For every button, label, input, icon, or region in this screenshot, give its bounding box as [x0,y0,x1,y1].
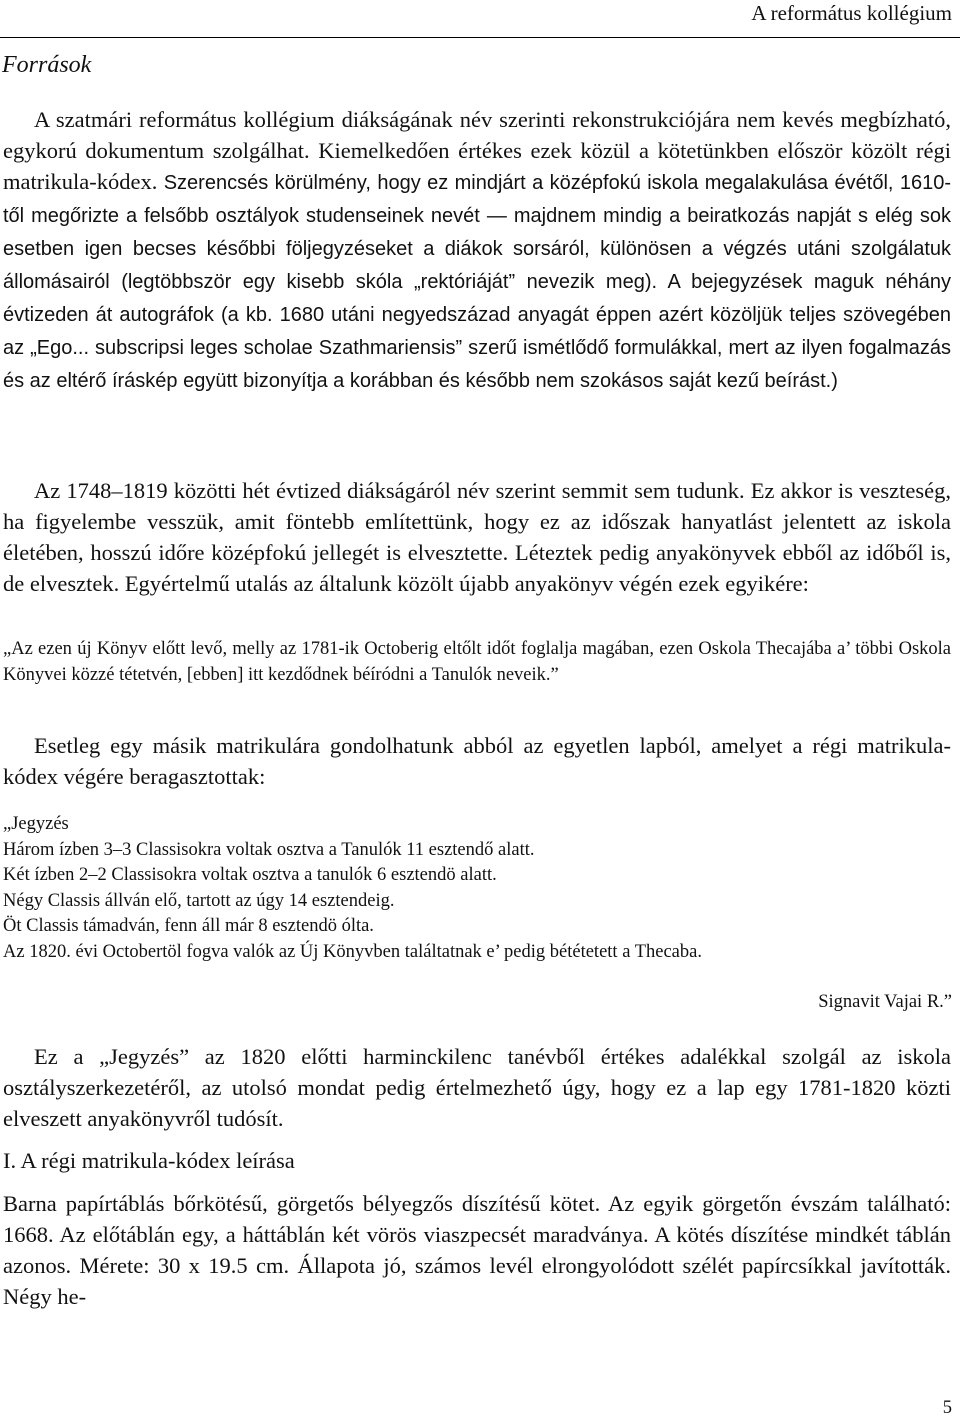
header-rule [0,37,960,38]
subsection-heading: I. A régi matrikula-kódex leírása [3,1148,295,1173]
paragraph-jegyzes-commentary: Ez a „Jegyzés” az 1820 előtti harminckilenc tanévből értékes adalékkal szolgál az iskola osztályszerkezetéről, az utolsó mondat pedig értelmezhető úgy, hogy ez a lap egy 1781-1820 közti elveszett anyakönyvről tudósít. [3,1044,951,1131]
running-title: A református kollégium [751,1,952,25]
jegyzes-line: Két ízben 2–2 Classisokra voltak osztva a tanulók 6 esztendö alatt. [3,865,497,885]
paragraph-intro-serif: A szatmári református kollégium diákságának név szerinti rekonstrukciójára nem kevés megbízható, egykorú dokumentum szolgálhat. Kiemelkedően értékes ezek közül a kötetünkben először közölt régi matrikula-kódex. [3,107,951,194]
signature: Signavit Vajai R.” [818,992,952,1012]
paragraph-lost-decades: Az 1748–1819 közötti hét évtized diákságáról név szerint semmit sem tudunk. Ez akkor is veszteség, ha figyelembe vesszük, amit föntebb említettünk, hogy ez az időszak hanyatlást jelentett az iskola életében, hosszú időre középfokú jellegét is elvesztette. Léteztek pedig anyakönyvek ebből az időből is, de elvesztek. Egyértelmű utalás az általunk közölt újabb anyakönyv végén ezek egyikére: [3,478,951,596]
paragraph-intro-sans: Szerencsés körülmény, hogy ez mindjárt a középfokú iskola megalakulása évétől, 1610-től megőrizte a felsőbb osztályok studenseinek nevét — majdnem mindig a beiratkozás napját s elég sok esetben igen becses későbbi följegyzéseket a diákok sorsáról, különösen a végzés utáni szolgálatuk állomásairól (legtöbbször egy kisebb skóla „rektóriáját” nevezik meg). A bejegyzések maguk néhány évtizeden át autográfok (a kb. 1680 utáni negyedszázad anyagát éppen azért közöljük teljes szövegében az „Ego... subscripsi leges scholae Szathmariensis” szerű ismétlődő formulákkal, mert az ilyen fogalmazás és az eltérő íráskép együtt bizonyítja a korábban és később nem szokásos saját kezű beírást.) [3,172,951,392]
jegyzes-block [3,812,951,965]
section-title: Források [2,52,92,78]
jegyzes-last-line: Az 1820. évi Octobertöl fogva valók az Új Könyvben találtatnak e’ pedig bététetett a Thecaba. [3,941,702,962]
jegyzes-line: Öt Classis támadván, fenn áll már 8 esztendö ólta. [3,916,374,936]
paragraph-codex-description: Barna papírtáblás bőrkötésű, görgetős bélyegzős díszítésű kötet. Az egyik görgetőn évszám található: 1668. Az előtáblán egy, a háttáblán két vörös viaszpecsét maradványa. A kötés díszítése mindkét táblán azonos. Mérete: 30 x 19.5 cm. Állapota jó, számos levél elrongyolódott szélét papírcsíkkal javították. Négy he- [3,1191,951,1309]
page-number: 5 [942,1398,952,1418]
jegyzes-line: Négy Classis állván elő, tartott az úgy 14 esztendeig. [3,890,395,911]
quote-new-book: „Az ezen új Könyv előtt levő, melly az 1781-ik Octoberig eltőlt időt foglalja magában, ezen Oskola Thecajába a’ többi Oskola Könyvei közzé tétetvén, [ebben] itt kezdődnek béíródni a Tanulók neveik.” [3,639,951,685]
jegyzes-line: „Jegyzés [3,814,69,834]
running-header [0,0,960,40]
paragraph-other-matricula: Esetleg egy másik matrikulára gondolhatunk abból az egyetlen lapból, amelyet a régi matrikula-kódex végére beragasztottak: [3,733,951,789]
paragraph-intro [3,104,951,397]
jegyzes-line: Három ízben 3–3 Classisokra voltak osztva a Tanulók 11 esztendő alatt. [3,839,535,860]
